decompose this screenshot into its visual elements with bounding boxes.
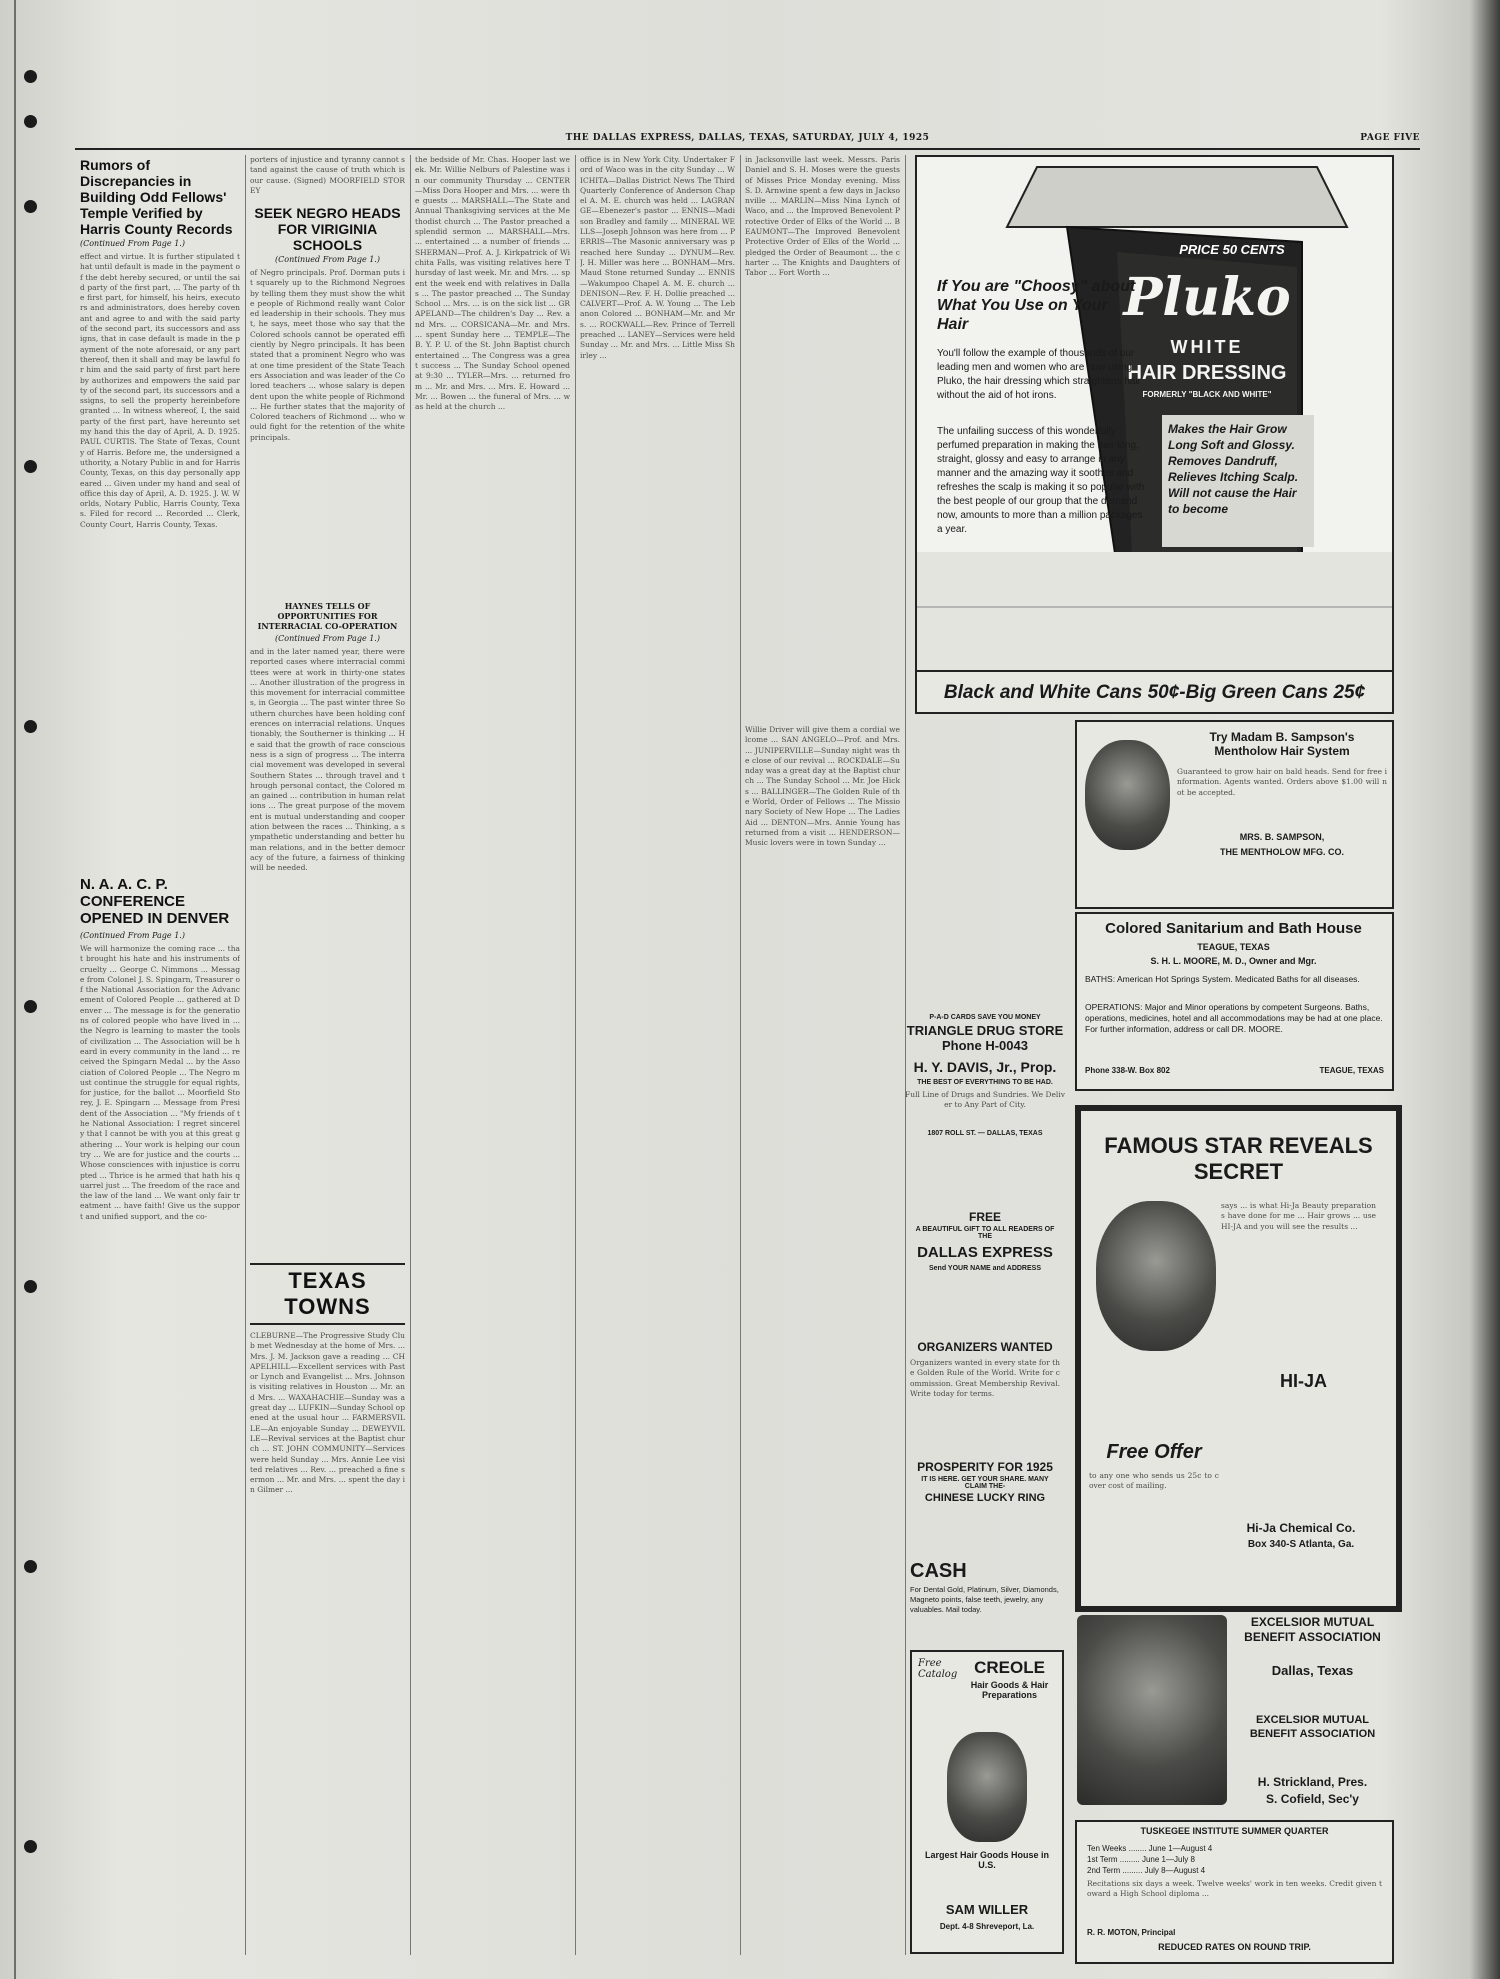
column-rule <box>740 155 741 1955</box>
organizers-text: Organizers wanted in every state for the Golden Rule of the World. Write for commission. Great Membership Revival. Write today for terms. <box>910 1358 1060 1398</box>
masthead <box>75 133 1420 147</box>
article-text: CLEBURNE—The Progressive Study Club met Wednesday at the home of Mrs. ... Mrs. J. M. Jackson gave a reading ... CHAPELHILL—Excellent services with Pastor Lynch and Evangelist ... Mrs. Johnson is visiting relatives in Houston ... Mr. and Mrs. ... WAXAHACHIE—Sunday was a great day ... LUFKIN—Sunday School opened at the usual hour ... FARMERSVILLE—An enjoyable Sunday ... DEWEYVILLE—Revival services at the Baptist church ... ST. JOHN COMMUNITY—Services were held Sunday ... Mrs. Annie Lee visited relatives ... Rev. ... preached a fine sermon ... Mr. and Mrs. ... spent the day in Gilmer ... <box>250 1331 405 1495</box>
masthead-title: THE DALLAS EXPRESS, DALLAS, TEXAS, SATURDAY, JULY 4, 1925 <box>565 133 930 143</box>
pluko-claim: Makes the Hair Grow Long Soft and Glossy. Removes Dandruff, Relieves Itching Scalp. Will not cause the Hair to become <box>1162 415 1314 547</box>
pluko-body-2: The unfailing success of this wonderfully perfumed preparation in making the hair long, straight, glossy and easy to arrange in any manner and the amazing way it soothes and refreshes the scalp is making it so popular with the best people of our group that the demand now, amounts to more than a million packages a year. <box>937 426 1145 535</box>
sanitarium-baths: BATHS: American Hot Springs System. Medicated Baths for all diseases. <box>1085 974 1360 984</box>
headline-virginia: SEEK NEGRO HEADS FOR VIRIGINIA SCHOOLS <box>254 205 401 253</box>
article-text: in Jacksonville last week. Messrs. Paris Daniel and S. H. Moses were the guests of Misses Price Monday evening. Miss S. D. Arnwine spent a few days in Jacksonville ... MARLIN—Miss Nina Lynch of Waco, and ... the Improved Benevolent Protective Order of Elks of the World ... BEAUMONT—The Improved Benevolent Protective Order of Elks of the World ... pledged the Order of Beaumont ... the charter ... The Knights and Daughters of Tabor ... Fort Worth ... <box>745 155 900 278</box>
free-title: FREE <box>968 1210 1001 1224</box>
column-rule <box>410 155 411 1955</box>
creole-name: SAM WILLER <box>945 1902 1029 1917</box>
article-text: porters of injustice and tyranny cannot stand against the cause of truth which is our cause. (Signed) MOORFIELD STOREY <box>250 155 405 195</box>
column-3 <box>415 155 570 1955</box>
binding-hole <box>24 1000 37 1013</box>
column-4 <box>580 155 735 1955</box>
sampson-ad <box>1075 720 1394 909</box>
famous-offer: Free Offer <box>1106 1441 1202 1463</box>
excelsior-city: Dallas, Texas <box>1271 1663 1354 1678</box>
town-snippet: MARLIN—Miss Nina Lynch <box>780 196 889 206</box>
article-text: the bedside of Mr. Chas. Hooper last week. Mr. Willie Nelburs of Palestine was in our community Thursday ... CENTER—Miss Dora Hooper and Mrs. ... were the guests ... MARSHALL—The State and Annual Thanksgiving services at the Methodist church ... The Pastor preached a splendid sermon ... MARSHALL—Mrs. ... entertained ... a number of friends ... SHERMAN—Prof. A. J. Kirkpatrick of Wichita Falls, was visiting relatives here Thursday of last week. Mr. and Mrs. ... spent the week end with relatives in Dallas ... The pastor preached ... The Sunday School ... Mrs. ... is on the sick list ... GRAPELAND—The children's Day ... Rev. and Mrs. ... CORSICANA—Mr. and Mrs. ... spent Sunday here ... TEMPLE—The B. Y. P. U. of the St. John Baptist church entertained ... The Congress was a great success ... The Sunday School opened at 9:30 ... TYLER—Mrs. ... returned from ... Mr. and Mrs. ... Mrs. E. Howard ... Mr. ... Bowen ... the funeral of Mrs. ... was held at the church ... <box>415 155 570 412</box>
pluko-brand: Pluko <box>1123 267 1291 328</box>
binding-hole <box>24 460 37 473</box>
article-text: and in the later named year, there were reported cases where interracial committees were at work in thirty-one states ... Another illustration of the progress in this movement for interracial committees, in Georgia ... The past winter three Southern churches have been holding conferences on interracial relations. Unquestionably, the Southerner is thinking ... He said that the growth of race consciousness is a sign of progress ... The interracial movement was developed in several Southern States ... through travel and through personal contact, the Colored man gained ... contribution in human relations ... The great purpose of the movement is mutual understanding and cooperation between the races ... Thinking, a sympathetic understanding and better human relations, and in the better democracy of the future, a fairness of thinking will be needed. <box>250 647 405 873</box>
famous-title: FAMOUS STAR REVEALS SECRET <box>1104 1133 1373 1184</box>
column-5-top <box>745 155 900 735</box>
masthead-rule <box>75 148 1420 150</box>
cash-ad <box>910 1560 1060 1640</box>
free-send: Send YOUR NAME and ADDRESS <box>928 1265 1041 1272</box>
star-portrait <box>1096 1201 1216 1351</box>
strickland-portrait <box>1077 1615 1227 1805</box>
tuskegee-footer: REDUCED RATES ON ROUND TRIP. <box>1158 1942 1311 1952</box>
pluko-hair-dressing: HAIR DRESSING <box>1127 362 1287 384</box>
pluko-footer: Black and White Cans 50¢-Big Green Cans 25¢ <box>943 682 1366 703</box>
triangle-tag: P-A-D CARDS SAVE YOU MONEY <box>929 1014 1041 1021</box>
continued-note-4: (Continued From Page 1.) <box>275 634 380 643</box>
famous-product: HI-JA <box>1279 1371 1327 1391</box>
cash-line: For Dental Gold, Platinum, Silver, Diamonds, Magneto points, false teeth, jewelry, any valuables. Mail today. <box>910 1585 1059 1614</box>
portrait-photo <box>1085 740 1170 850</box>
tuskegee-line-3: 2nd Term ......... July 8—August 4 <box>1087 1866 1206 1875</box>
triangle-text: Full Line of Drugs and Sundries. We Deliver to Any Part of City. <box>905 1090 1065 1110</box>
sanitarium-operations: OPERATIONS: Major and Minor operations by competent Surgeons. Baths, operations, medicines, hotel and all accommodations may be had at one place. For further information, address or call DR. MOORE. <box>1085 1002 1383 1034</box>
sanitarium-city-2: TEAGUE, TEXAS <box>1319 1066 1384 1075</box>
free-gift-ad <box>910 1210 1060 1335</box>
prosperity-ring: CHINESE LUCKY RING <box>924 1492 1046 1504</box>
creole-dept: Dept. 4-8 Shreveport, La. <box>939 1922 1035 1931</box>
creole-sub: Hair Goods & Hair Preparations <box>970 1680 1049 1700</box>
excelsior-title-2: EXCELSIOR MUTUAL BENEFIT ASSOCIATION <box>1249 1714 1376 1740</box>
article-text: of Negro principals. Prof. Dorman puts it squarely up to the Richmond Negroes by telling them they must show the white people of Richmond really want Colored leadership in their schools. They must, he says, meet those who say that the Colored schools cannot be operated efficiently by Negro principals. It has been stated that a prominent Negro who was at one time president of the State Teachers Association and was leader of the Colored teachers ... whose salary is dependent upon the white people of Richmond ... He further states that the majority of Colored teachers of Richmond ... who would fight for the retention of the white principals. <box>250 268 405 442</box>
sanitarium-phone: Phone 338-W. Box 802 <box>1085 1066 1170 1075</box>
excelsior-ad <box>1075 1615 1390 1810</box>
continued-note-3: (Continued From Page 1.) <box>275 255 380 264</box>
tuskegee-text: Recitations six days a week. Twelve weeks' work in ten weeks. Credit given toward a High School diploma ... <box>1087 1879 1382 1899</box>
free-paper: DALLAS EXPRESS <box>917 1244 1053 1261</box>
excelsior-president: H. Strickland, Pres. <box>1257 1775 1368 1789</box>
triangle-prop: H. Y. DAVIS, Jr., Prop. <box>913 1059 1057 1075</box>
texas-towns-header: TEXAS TOWNS <box>250 1263 405 1325</box>
excelsior-title: EXCELSIOR MUTUAL BENEFIT ASSOCIATION <box>1244 1615 1381 1644</box>
pluko-formerly: FORMERLY "BLACK AND WHITE" <box>1142 390 1272 399</box>
pluko-body: You'll follow the example of thousands of our leading men and women who are now using Pluko, the hair dressing which straightens hair without the aid of hot irons. <box>937 348 1141 401</box>
article-text: Willie Driver will give them a cordial welcome ... SAN ANGELO—Prof. and Mrs. ... JUNIPERVILLE—Sunday night was the close of our revival ... ROCKDALE—Sunday was a great day at the Baptist church ... The Sunday School ... Mr. Joe Hicks ... BALLINGER—The Golden Rule of the World, Order of Fellows ... The Missionary Society of New Hope ... The Ladies Aid ... DENTON—Mrs. Annie Young has returned from a visit ... HENDERSON—Music lovers were in town Sunday ... <box>745 725 900 848</box>
sanitarium-title: Colored Sanitarium and Bath House <box>1105 920 1362 937</box>
sanitarium-ad <box>1075 912 1394 1091</box>
tuskegee-ad <box>1075 1820 1394 1964</box>
sampson-name: MRS. B. SAMPSON, <box>1239 832 1325 842</box>
creole-largest: Largest Hair Goods House in U.S. <box>924 1850 1050 1870</box>
article-text: We will harmonize the coming race ... that brought his hate and his instruments of cruelty ... George C. Nimmons ... Message from Colonel J. S. Spingarn, Treasurer of the National Association for the Advancement of Colored People ... gathered at Denver ... The message is for the generations of colored people who have lived in ... the Negro is learning to master the tools of civilization ... The Association will be heard in every community in the land ... received the Spingarn Medal ... by the Association of Colored People ... The Negro must continue the struggle for equal rights, for justice, for the ballot ... Moorfield Storey, J. E. Spingarn ... Message from President of the Association ... "My friends of the National Association: I regret sincerely that I cannot be with you at this great gathering ... Your work is helping our country ... We are for justice and the courts ... Whose consciences with injustice is corrupted ... Thrice is he armed that hath his quarrel just ... The freedom of the race and the law of the land ... We want only fair treatment ... have faith! Give us the support and unified support, and the co- <box>80 944 240 1221</box>
pluko-ad <box>915 155 1394 714</box>
sanitarium-owner: S. H. L. MOORE, M. D., Owner and Mgr. <box>1150 956 1317 966</box>
prosperity-ad <box>910 1460 1060 1550</box>
binding-hole <box>24 115 37 128</box>
headline-odd-fellows: Rumors of Discrepancies in Building Odd Fellows' Temple Verified by Harris County Records <box>80 157 233 237</box>
triangle-motto: THE BEST OF EVERYTHING TO BE HAD. <box>917 1079 1053 1086</box>
hair-model-photo <box>947 1732 1027 1842</box>
binding-hole <box>24 70 37 83</box>
sanitarium-city: TEAGUE, TEXAS <box>1197 942 1270 952</box>
article-text: office is in New York City. Undertaker Ford of Waco was in the city Sunday ... WICHITA—Dallas District News The Third Quarterly Conference of Anderson Chapel A. M. E. church was held ... LAGRANGE—Ebenezer's pastor ... ENNIS—Madison Bradley and family ... MINERAL WELLS—Joseph Johnson was here from ... PERRIS—The Masonic anniversary was preached here Sunday ... DYNUM—Rev. J. H. Miller was here ... BONHAM—Mrs. Maud Stone returned Sunday ... ENNIS—Wakumpoo Chapel A. M. E. church ... DENISON—Rev. F. H. Dollie preached ... CALVERT—Prof. A. W. Young ... The Lebanon Colored ... BONHAM—Mr. and Mrs. ... ROCKWALL—Rev. Prince of Terrell preached ... LANEY—Services were held Sunday ... Mr. and Mrs. ... Little Miss Shirley ... <box>580 155 735 360</box>
pluko-price: PRICE 50 CENTS <box>1179 242 1285 257</box>
organizers-title: ORGANIZERS WANTED <box>917 1340 1053 1354</box>
town-snippet: WICHITA—Dallas District News <box>580 165 735 185</box>
town-snippet: CENTER—Miss Dora Hooper <box>415 175 570 195</box>
continued-note-2: (Continued From Page 1.) <box>80 931 185 940</box>
article-text: effect and virtue. It is further stipulated that until default is made in the payment of the debt hereby secured, or until the said party of the first part, ... The party of the first part, for himself, his heirs, executors and administrators, does hereby covenant and agree to and with the said party of the second part, its successors and assigns, that in case default is made in the payment of the note aforesaid, or any part thereof, then it shall and may be lawful for him and the said party of first part hereby authorizes and empowers the said party of the second part, its successors and assigns, to sell the property hereinbefore granted ... In witness whereof, I, the said party of the first part, have hereunto set my hand this the day of April, A. D. 1925. PAUL CURTIS. The State of Texas, County of Harris. Before me, the undersigned authority, a Notary Public in and for Harris County, Texas, on this day personally appeared ... Given under my hand and seal of office this day of April, A. D. 1925. J. W. Worlds, Notary Public, Harris County, Texas. Filed for record ... Recorded ... Clerk, County Court, Harris County, Texas. <box>80 252 240 529</box>
creole-free: Free Catalog <box>918 1658 958 1680</box>
binding-hole <box>24 200 37 213</box>
excelsior-secretary: S. Cofield, Sec'y <box>1266 1792 1359 1806</box>
cash-title: CASH <box>910 1560 967 1582</box>
creole-ad <box>910 1650 1064 1954</box>
famous-text: says ... is what Hi-Ja Beauty preparations have done for me ... Hair grows ... use HI-JA and you will see the results ... <box>1221 1201 1376 1231</box>
tuskegee-line-2: 1st Term ......... June 1—July 8 <box>1087 1855 1195 1864</box>
column-5-bottom <box>745 725 900 1955</box>
triangle-address: 1807 ROLL ST. — DALLAS, TEXAS <box>927 1130 1043 1137</box>
famous-address: Box 340-S Atlanta, Ga. <box>1247 1539 1355 1550</box>
column-2 <box>250 155 405 1955</box>
page-label: PAGE FIVE <box>1360 133 1420 143</box>
triangle-drug-ad <box>905 1010 1065 1190</box>
prosperity-title: PROSPERITY FOR 1925 <box>917 1460 1053 1474</box>
sampson-text: Guaranteed to grow hair on bald heads. Send for free information. Agents wanted. Orders above $1.00 will not be accepted. <box>1177 767 1387 797</box>
binding-hole <box>24 1840 37 1853</box>
pluko-white: WHITE <box>1170 337 1244 357</box>
binding-hole <box>24 1560 37 1573</box>
prosperity-sub: IT IS HERE. GET YOUR SHARE. MANY CLAIM THE- <box>921 1476 1049 1490</box>
left-margin-line <box>14 0 16 1979</box>
continued-note: (Continued From Page 1.) <box>80 239 185 248</box>
page-edge-shadow <box>1470 0 1500 1979</box>
famous-company: Hi-Ja Chemical Co. <box>1246 1521 1356 1535</box>
famous-star-ad <box>1075 1105 1402 1612</box>
free-line: A BEAUTIFUL GIFT TO ALL READERS OF THE <box>915 1226 1055 1240</box>
column-rule <box>245 155 246 1955</box>
pluko-tagline: If You are "Choosy" about What You Use on Your Hair <box>937 278 1136 333</box>
tuskegee-principal: R. R. MOTON, Principal <box>1087 1928 1176 1937</box>
headline-naacp: N. A. A. C. P. CONFERENCE OPENED IN DENVER <box>80 876 230 927</box>
organizers-ad <box>910 1340 1060 1455</box>
sampson-company: THE MENTHOLOW MFG. CO. <box>1220 847 1344 857</box>
offer-text: to any one who sends us 25c to cover cost of mailing. <box>1089 1471 1219 1491</box>
tuskegee-line-1: Ten Weeks ........ June 1—August 4 <box>1087 1844 1213 1853</box>
subhead-haynes: HAYNES TELLS OF OPPORTUNITIES FOR INTERRACIAL CO-OPERATION <box>257 601 398 631</box>
triangle-phone: Phone H-0043 <box>942 1038 1028 1053</box>
binding-hole <box>24 720 37 733</box>
sampson-title: Try Madam B. Sampson's Mentholow Hair System <box>1209 730 1355 758</box>
triangle-name: TRIANGLE DRUG STORE <box>906 1023 1064 1038</box>
binding-hole <box>24 1280 37 1293</box>
tuskegee-title: TUSKEGEE INSTITUTE SUMMER QUARTER <box>1140 1826 1329 1836</box>
column-rule <box>575 155 576 1955</box>
town-snippet: CLEBURNE—The Progressive <box>250 1331 365 1340</box>
column-1 <box>80 155 240 1955</box>
creole-title: CREOLE <box>974 1658 1045 1677</box>
